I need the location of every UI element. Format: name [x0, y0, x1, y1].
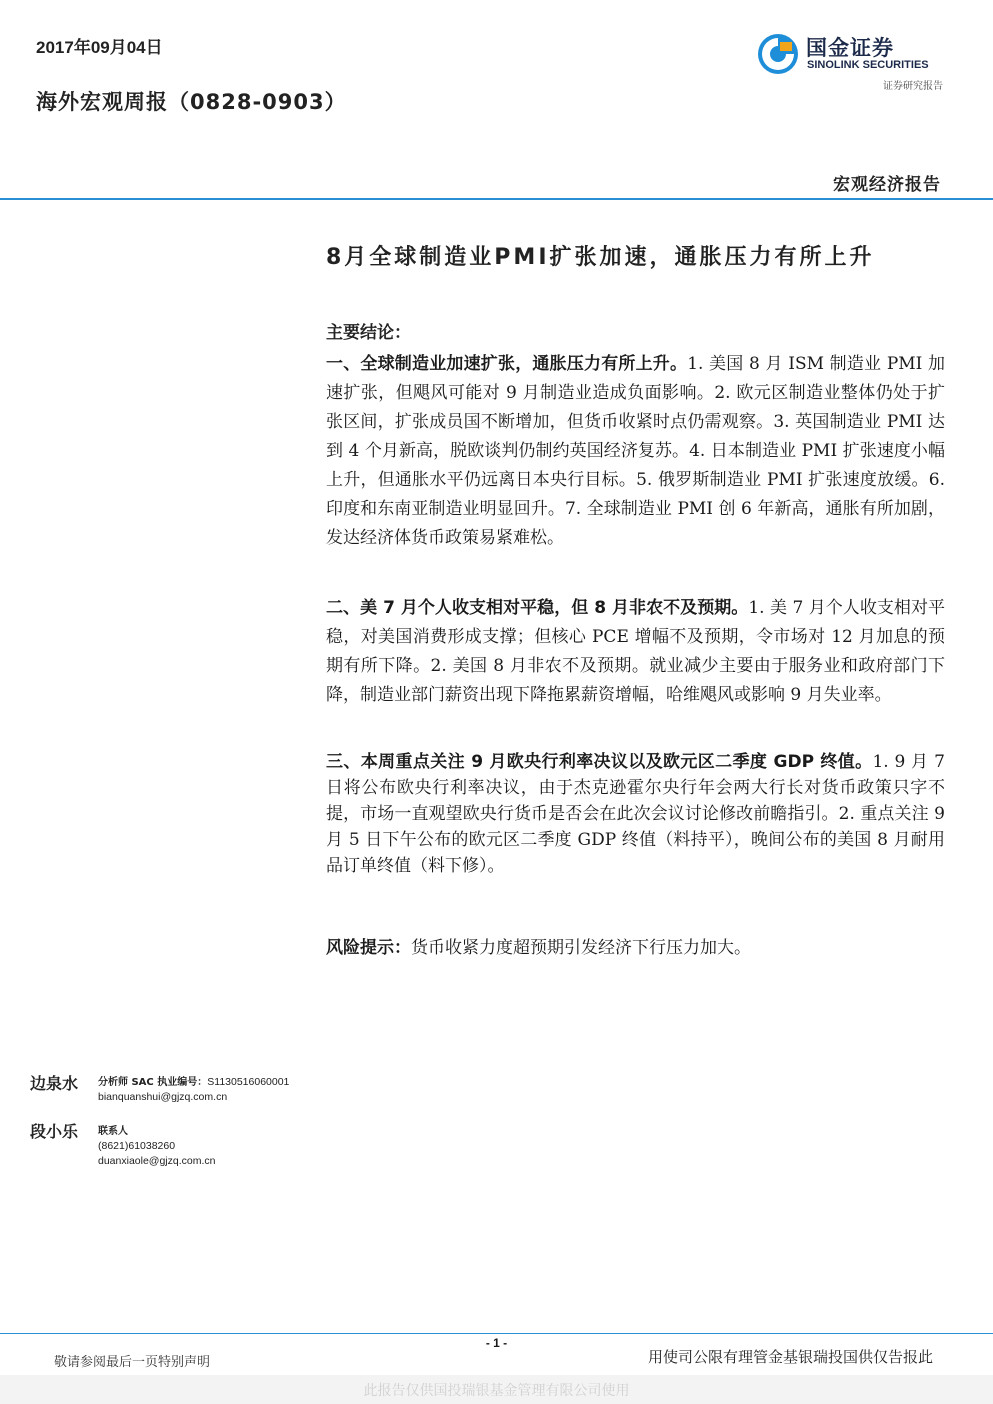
sinolink-logo-icon: [756, 32, 800, 76]
conclusion-lead-2: 二、美 7 月个人收支相对平稳，但 8 月非农不及预期。: [326, 598, 749, 618]
footer-divider: [0, 1333, 993, 1334]
author-info: [98, 1075, 289, 1105]
logo-english-name: SINOLINK SECURITIES: [807, 59, 929, 71]
report-headline: 8月全球制造业PMI扩张加速，通胀压力有所上升: [326, 245, 875, 270]
conclusion-lead-1: 一、全球制造业加速扩张，通胀压力有所上升。: [326, 354, 688, 374]
logo-chinese-name: 国金证券: [806, 36, 894, 60]
contact-phone: (8621)61038260: [98, 1140, 176, 1152]
page-number: - 1 -: [485, 1336, 508, 1350]
contact-role: 联系人: [98, 1126, 128, 1137]
contact-name: 段小乐: [30, 1122, 79, 1141]
report-date: 2017年09月04日: [36, 38, 163, 57]
report-type: 宏观经济报告: [833, 175, 941, 195]
conclusion-body-1: 1. 美国 8 月 ISM 制造业 PMI 加速扩张，但飓风可能对 9 月制造业造成负面影响。2. 欧元区制造业整体仍处于扩张区间，扩张成员国不断增加，但货币收紧时点仍需观察。3. 英国制造业 PMI 达到 4 个月新高，脱欧谈判仍制约英国经济复苏。4. 日本制造业 PMI 扩张速度小幅上升，但通胀水平仍远离日本央行目标。5. 俄罗斯制造业 PMI 扩张速度放缓。6. 印度和东南亚制造业明显回升。7. 全球制造业 PMI 创 6 年新高，通胀有所加剧，发达经济体货币政策易紧难松。: [326, 354, 945, 548]
risk-label: 风险提示：: [326, 938, 411, 958]
watermark-text: 此报告仅供国投瑞银基金管理有限公司使用: [363, 1383, 630, 1399]
contact-email[interactable]: duanxiaole@gjzq.com.cn: [98, 1155, 216, 1167]
disclaimer-note: 敬请参阅最后一页特别声明: [54, 1355, 211, 1370]
section-title: 主要结论：: [326, 323, 411, 343]
author-name: 边泉水: [30, 1074, 79, 1093]
conclusion-body-2: 1. 美 7 月个人收支相对平稳，对美国消费形成支撑；但核心 PCE 增幅不及预期，令市场对 12 月加息的预期有所下降。2. 美国 8 月非农不及预期。就业减少主要由于服务业和政府部门下降，制造业部门薪资出现下降拖累薪资增幅，哈维飓风或影响 9 月失业率。: [326, 598, 945, 705]
author-role: 分析师 SAC 执业编号：: [98, 1077, 208, 1088]
conclusion-paragraph-2: [326, 594, 945, 710]
conclusion-paragraph-3: [326, 749, 945, 879]
header-divider: [0, 198, 993, 200]
conclusion-body-3: 1. 9 月 7 日将公布欧央行利率决议，由于杰克逊霍尔央行年会两大行长对货币政策只字不提，市场一直观望欧央行货币是否会在此次会议讨论修改前瞻指引。2. 重点关注 9 月 5 日下午公布的欧元区二季度 GDP 终值（料持平），晚间公布的美国 8 月耐用品订单终值（料下修）。: [326, 752, 945, 876]
risk-text: 货币收紧力度超预期引发经济下行压力加大。: [411, 938, 751, 958]
author-sac-id: S1130516060001: [207, 1076, 290, 1088]
usage-note: 用使司公限有理管金基银瑞投国供仅告报此: [647, 1348, 933, 1366]
conclusion-lead-3: 三、本周重点关注 9 月欧央行利率决议以及欧元区二季度 GDP 终值。: [326, 752, 873, 772]
conclusion-paragraph-1: [326, 350, 945, 553]
contact-info: [98, 1124, 215, 1169]
risk-warning: [326, 933, 751, 958]
weekly-title: 海外宏观周报（0828-0903）: [36, 90, 347, 114]
company-logo: [756, 30, 946, 80]
author-email[interactable]: bianquanshui@gjzq.com.cn: [98, 1091, 228, 1103]
research-tag: 证券研究报告: [883, 81, 943, 92]
